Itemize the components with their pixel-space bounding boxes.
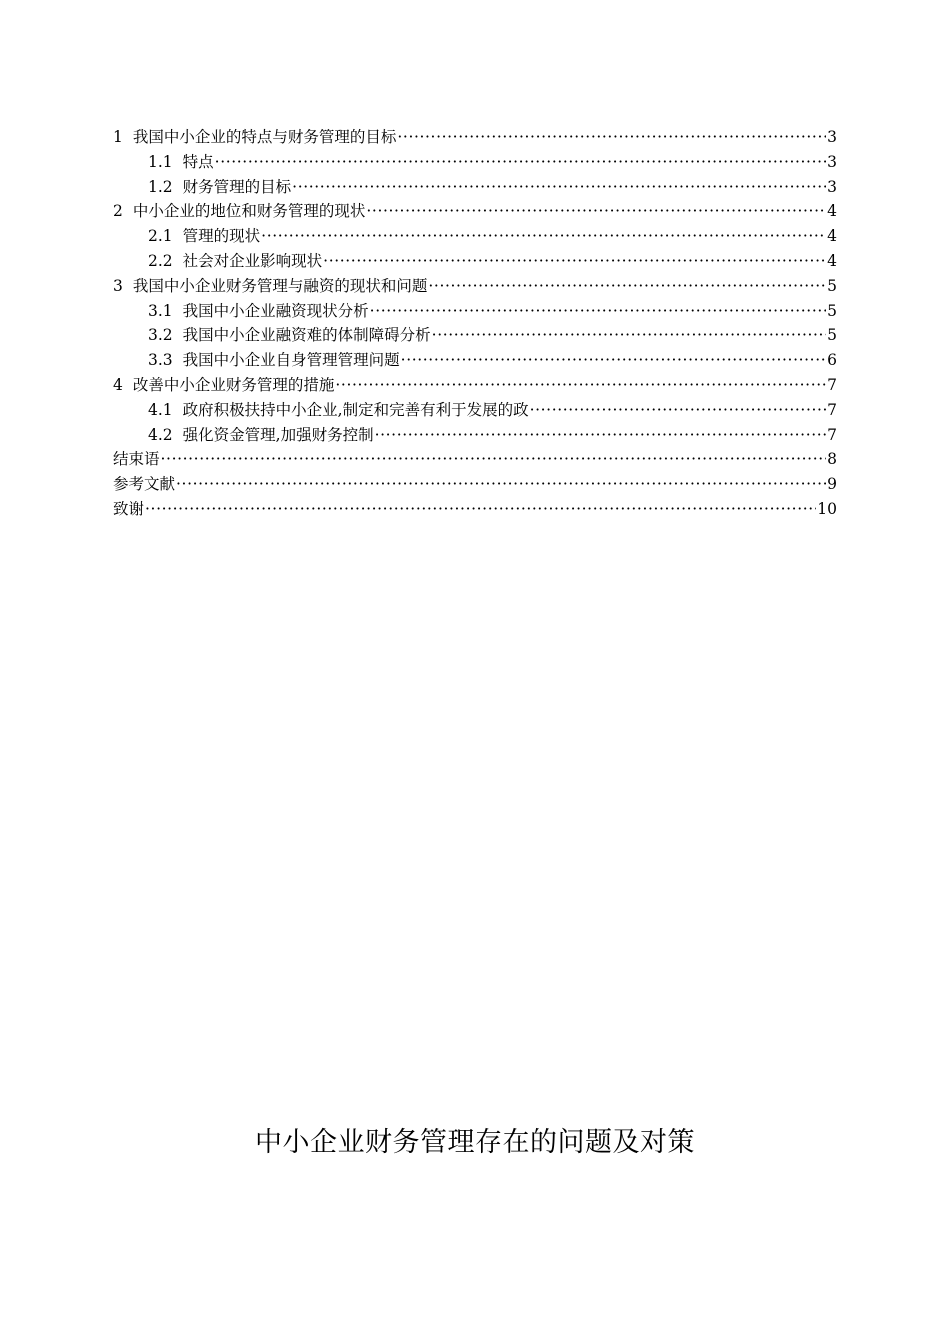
toc-entry-number: 3.1: [148, 301, 173, 320]
toc-entry-title: 财务管理的目标: [182, 177, 292, 196]
toc-dot-leader: [530, 398, 827, 423]
toc-entry-4-1[interactable]: [113, 398, 837, 423]
toc-entry-title: 我国中小企业自身管理管理问题: [182, 351, 400, 370]
toc-entry-page: 5: [827, 276, 837, 295]
toc-entry-3-1[interactable]: [113, 299, 837, 324]
toc-entry-title: 我国中小企业的特点与财务管理的目标: [132, 128, 397, 146]
toc-entry-page: 5: [827, 326, 837, 345]
toc-entry-1[interactable]: [113, 125, 837, 150]
toc-entry-number: 2.2: [148, 251, 173, 270]
toc-dot-leader: [366, 199, 826, 224]
toc-entry-page: 3: [827, 128, 837, 146]
toc-entry-title: 强化资金管理,加强财务控制: [182, 425, 374, 444]
toc-entry-page: 5: [827, 301, 837, 320]
toc-dot-leader: [261, 224, 826, 249]
toc-dot-leader: [432, 323, 826, 348]
toc-entry-title: 改善中小企业财务管理的措施: [132, 375, 335, 394]
toc-entry-number: 2: [113, 202, 123, 221]
toc-entry-4[interactable]: [113, 373, 837, 398]
toc-entry-number: 3.3: [148, 351, 173, 370]
toc-entry-page: 4: [827, 202, 837, 221]
toc-dot-leader: [428, 274, 826, 299]
toc-entry-title: 特点: [182, 152, 214, 171]
toc-entry-title: 我国中小企业融资现状分析: [182, 301, 369, 320]
toc-entry-title: 致谢: [113, 499, 145, 518]
toc-entry-1-1[interactable]: [113, 150, 837, 175]
toc-entry-acknowledgements[interactable]: [113, 497, 837, 522]
toc-entry-number: 1: [113, 128, 123, 146]
toc-dot-leader: [401, 348, 826, 373]
toc-entry-page: 6: [827, 351, 837, 370]
toc-entry-4-2[interactable]: [113, 423, 837, 448]
toc-entry-page: 10: [817, 499, 837, 518]
toc-entry-number: 3.2: [148, 326, 173, 345]
toc-entry-page: 3: [827, 152, 837, 171]
toc-entry-number: 1.1: [148, 152, 173, 171]
toc-entry-2[interactable]: [113, 199, 837, 224]
toc-entry-title: 我国中小企业融资难的体制障碍分析: [182, 326, 431, 345]
toc-entry-number: 4.1: [148, 400, 173, 419]
toc-entry-page: 8: [827, 450, 837, 469]
toc-entry-1-2[interactable]: [113, 175, 837, 200]
toc-entry-references[interactable]: [113, 472, 837, 497]
table-of-contents: [113, 125, 837, 522]
toc-dot-leader: [323, 249, 826, 274]
toc-entry-number: 4.2: [148, 425, 173, 444]
toc-entry-3-2[interactable]: [113, 323, 837, 348]
toc-entry-page: 9: [827, 475, 837, 494]
toc-dot-leader: [335, 373, 826, 398]
toc-entry-page: 3: [827, 177, 837, 196]
toc-entry-page: 4: [827, 251, 837, 270]
document-title: 中小企业财务管理存在的问题及对策: [255, 1127, 695, 1158]
toc-entry-page: 7: [827, 425, 837, 444]
toc-dot-leader: [145, 497, 816, 522]
toc-dot-leader: [292, 175, 826, 200]
toc-entry-number: 1.2: [148, 177, 173, 196]
toc-dot-leader: [215, 150, 826, 175]
toc-dot-leader: [161, 447, 827, 472]
toc-entry-title: 政府积极扶持中小企业,制定和完善有利于发展的政: [182, 400, 529, 419]
toc-entry-title: 社会对企业影响现状: [182, 251, 323, 270]
toc-dot-leader: [370, 299, 826, 324]
toc-entry-title: 管理的现状: [182, 227, 261, 246]
toc-entry-title: 我国中小企业财务管理与融资的现状和问题: [132, 276, 428, 295]
toc-entry-2-2[interactable]: [113, 249, 837, 274]
toc-dot-leader: [176, 472, 826, 497]
toc-dot-leader: [397, 125, 826, 150]
toc-entry-3[interactable]: [113, 274, 837, 299]
toc-entry-title: 参考文献: [113, 475, 176, 494]
toc-entry-page: 7: [827, 375, 837, 394]
toc-entry-number: 2.1: [148, 227, 173, 246]
toc-entry-page: 7: [827, 400, 837, 419]
toc-entry-title: 结束语: [113, 450, 160, 469]
toc-entry-2-1[interactable]: [113, 224, 837, 249]
toc-dot-leader: [375, 423, 827, 448]
toc-entry-number: 3: [113, 276, 123, 295]
toc-entry-3-3[interactable]: [113, 348, 837, 373]
toc-entry-title: 中小企业的地位和财务管理的现状: [132, 202, 366, 221]
toc-entry-conclusion[interactable]: [113, 447, 837, 472]
toc-entry-number: 4: [113, 375, 123, 394]
toc-entry-page: 4: [827, 227, 837, 246]
